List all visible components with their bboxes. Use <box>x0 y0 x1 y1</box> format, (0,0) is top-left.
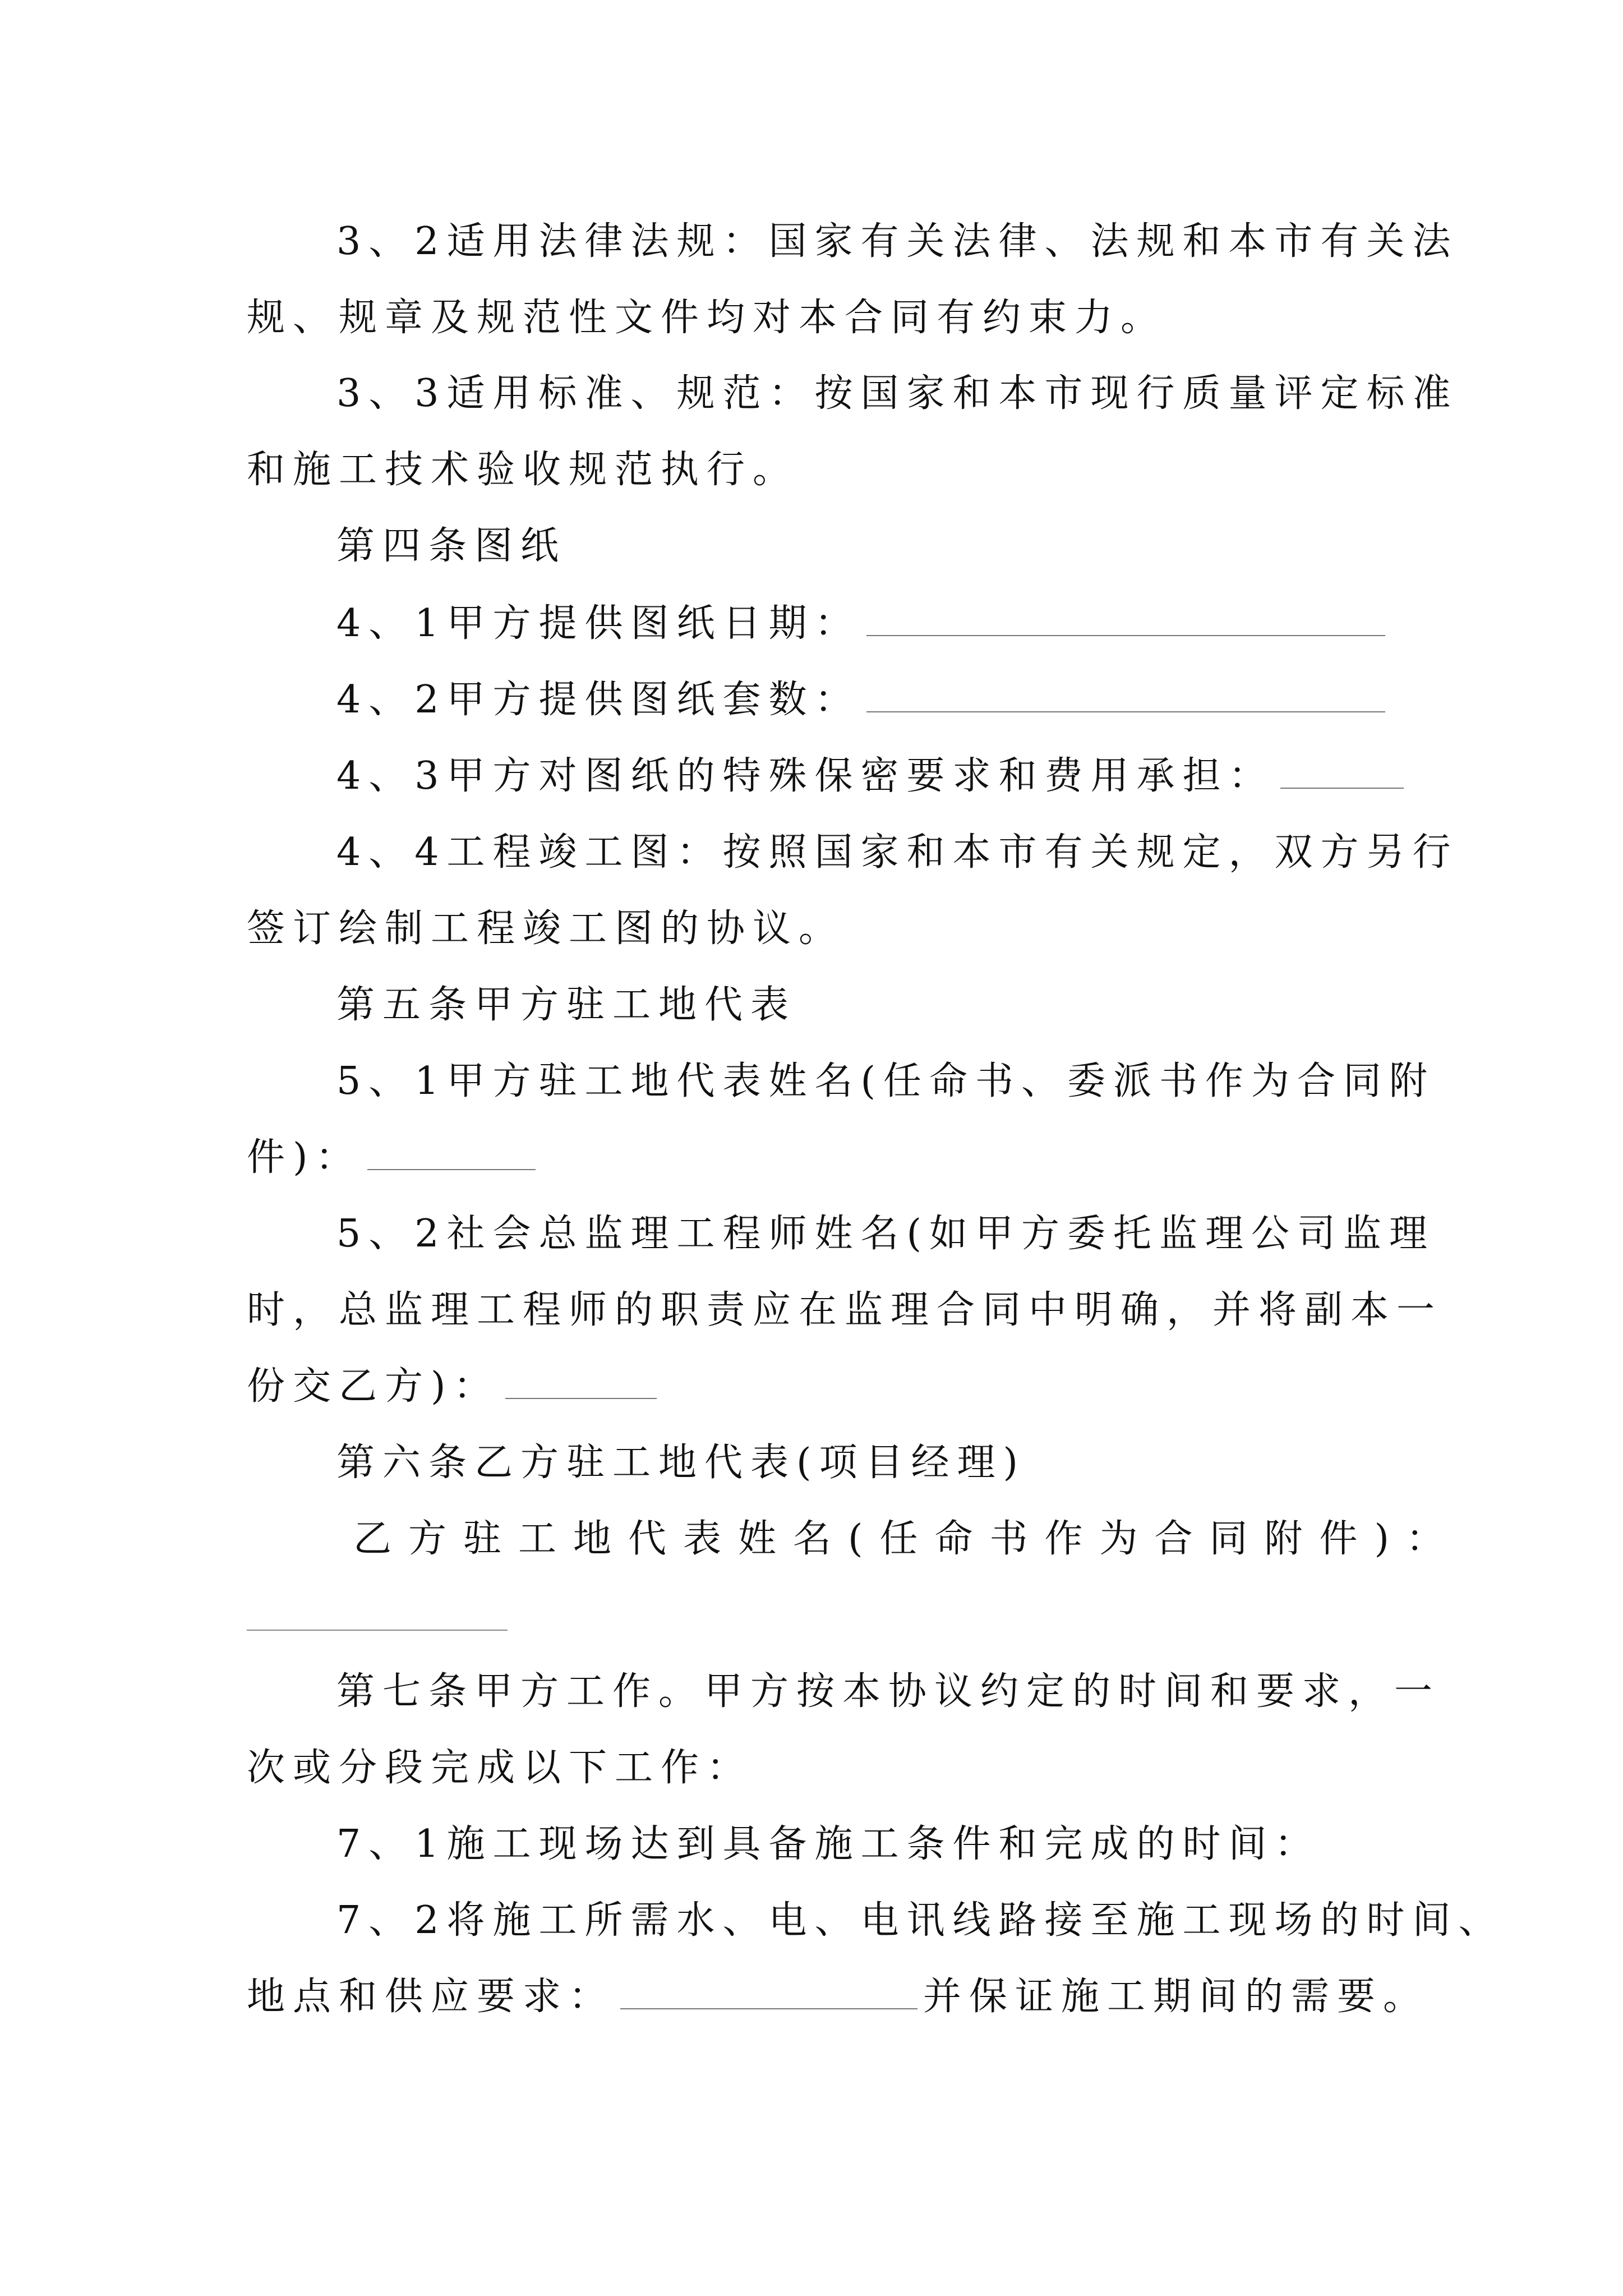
clause-7-2-text-b: 并保证施工期间的需要。 <box>923 1975 1430 2019</box>
article-7-line-1: 第七条甲方工作。甲方按本协议约定的时间和要求，一 <box>336 1669 1441 1714</box>
clause-3-2-line-2: 规、规章及规范性文件均对本合同有约束力。 <box>247 296 1167 340</box>
article-7-line-2: 次或分段完成以下工作： <box>247 1746 753 1790</box>
article-4-heading: 第四条图纸 <box>336 524 567 568</box>
clause-4-1-text: 4、1甲方提供图纸日期： <box>336 601 861 646</box>
clause-4-4-line-2: 签订绘制工程竣工图的协议。 <box>247 907 845 951</box>
article-5-heading: 第五条甲方驻工地代表 <box>336 983 797 1027</box>
clause-5-2-line-3 <box>247 1364 662 1409</box>
fill-blank-4-3 <box>1280 760 1404 789</box>
clause-4-1 <box>336 601 1391 646</box>
fill-blank-5-2 <box>505 1370 657 1399</box>
clause-4-2 <box>336 678 1391 722</box>
clause-3-3-line-1: 3、3适用标准、规范：按国家和本市现行质量评定标准 <box>336 371 1459 416</box>
clause-5-1-line-1: 5、1甲方驻工地代表姓名(任命书、委派书作为合同附 <box>336 1059 1436 1103</box>
clause-5-2-line-2: 时，总监理工程师的职责应在监理合同中明确，并将副本一 <box>247 1288 1443 1332</box>
fill-blank-article-6 <box>247 1630 508 1631</box>
clause-7-2-line-1: 7、2将施工所需水、电、电讯线路接至施工现场的时间、 <box>336 1898 1505 1943</box>
article-6-heading: 第六条乙方驻工地代表(项目经理) <box>336 1441 1026 1485</box>
clause-5-2-line-1: 5、2社会总监理工程师姓名(如甲方委托监理公司监理 <box>336 1212 1436 1256</box>
clause-4-3-text: 4、3甲方对图纸的特殊保密要求和费用承担： <box>336 754 1275 798</box>
fill-blank-4-1 <box>866 607 1385 636</box>
clause-7-2-line-2 <box>247 1975 1430 2019</box>
clause-3-2-line-1: 3、2适用法律法规：国家有关法律、法规和本市有关法 <box>336 219 1459 264</box>
clause-4-3 <box>336 754 1409 798</box>
clause-3-3-line-2: 和施工技术验收规范执行。 <box>247 448 799 492</box>
clause-7-1: 7、1施工现场达到具备施工条件和完成的时间： <box>336 1822 1321 1866</box>
clause-5-2-text: 份交乙方)： <box>247 1364 500 1409</box>
article-6-rep-name: 乙方驻工地代表姓名(任命书作为合同附件)： <box>353 1517 1461 1561</box>
fill-blank-7-2 <box>620 1980 917 2009</box>
clause-5-1-text: 件)： <box>247 1135 362 1180</box>
fill-blank-4-2 <box>866 683 1385 712</box>
clause-5-1-line-2 <box>247 1135 541 1180</box>
fill-blank-5-1 <box>367 1141 536 1170</box>
clause-7-2-text-a: 地点和供应要求： <box>247 1975 615 2019</box>
clause-4-2-text: 4、2甲方提供图纸套数： <box>336 678 861 722</box>
clause-4-4-line-1: 4、4工程竣工图：按照国家和本市有关规定，双方另行 <box>336 830 1459 875</box>
